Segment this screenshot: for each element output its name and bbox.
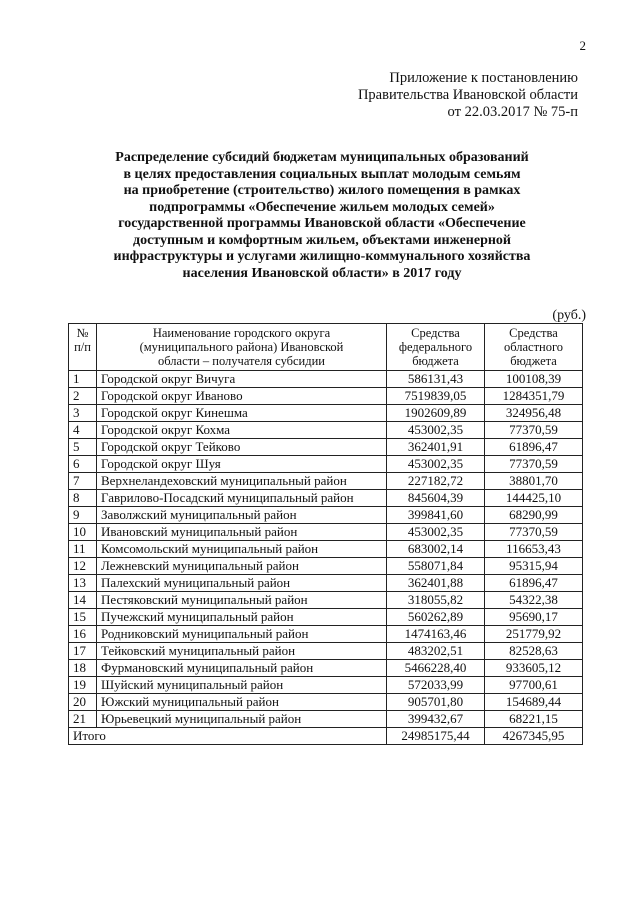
municipality-name: Родниковский муниципальный район bbox=[97, 626, 387, 643]
regional-funds: 61896,47 bbox=[485, 575, 583, 592]
row-number: 19 bbox=[69, 677, 97, 694]
municipality-name: Городской округ Кохма bbox=[97, 422, 387, 439]
document-title bbox=[72, 150, 572, 282]
municipality-name: Комсомольский муниципальный район bbox=[97, 541, 387, 558]
row-number: 9 bbox=[69, 507, 97, 524]
appendix-line: от 22.03.2017 № 75-п bbox=[447, 104, 578, 120]
regional-funds: 144425,10 bbox=[485, 490, 583, 507]
municipality-name: Заволжский муниципальный район bbox=[97, 507, 387, 524]
regional-funds: 97700,61 bbox=[485, 677, 583, 694]
municipality-name: Лежневский муниципальный район bbox=[97, 558, 387, 575]
row-number: 12 bbox=[69, 558, 97, 575]
regional-funds: 77370,59 bbox=[485, 456, 583, 473]
municipality-name: Палехский муниципальный район bbox=[97, 575, 387, 592]
regional-funds: 100108,39 bbox=[485, 371, 583, 388]
table-row bbox=[69, 592, 583, 609]
table-row bbox=[69, 507, 583, 524]
federal-funds: 453002,35 bbox=[387, 422, 485, 439]
regional-funds: 95690,17 bbox=[485, 609, 583, 626]
subsidies-table bbox=[68, 323, 583, 745]
row-number: 14 bbox=[69, 592, 97, 609]
regional-funds: 77370,59 bbox=[485, 422, 583, 439]
table-row bbox=[69, 575, 583, 592]
federal-funds: 362401,88 bbox=[387, 575, 485, 592]
federal-funds: 558071,84 bbox=[387, 558, 485, 575]
table-row bbox=[69, 405, 583, 422]
regional-funds: 324956,48 bbox=[485, 405, 583, 422]
unit-note: (руб.) bbox=[552, 308, 586, 323]
municipality-name: Городской округ Тейково bbox=[97, 439, 387, 456]
federal-funds: 572033,99 bbox=[387, 677, 485, 694]
table-row bbox=[69, 609, 583, 626]
appendix-line: Приложение к постановлению bbox=[389, 70, 578, 86]
regional-funds: 77370,59 bbox=[485, 524, 583, 541]
title-line: государственной программы Ивановской области «Обеспечение bbox=[118, 216, 526, 231]
row-number: 17 bbox=[69, 643, 97, 660]
table-row bbox=[69, 456, 583, 473]
table-row bbox=[69, 660, 583, 677]
table-row bbox=[69, 490, 583, 507]
federal-funds: 227182,72 bbox=[387, 473, 485, 490]
table-row bbox=[69, 439, 583, 456]
municipality-name: Городской округ Иваново bbox=[97, 388, 387, 405]
row-number: 16 bbox=[69, 626, 97, 643]
table-row bbox=[69, 558, 583, 575]
federal-funds: 5466228,40 bbox=[387, 660, 485, 677]
row-number: 7 bbox=[69, 473, 97, 490]
federal-funds: 905701,80 bbox=[387, 694, 485, 711]
appendix-header bbox=[358, 70, 578, 121]
municipality-name: Ивановский муниципальный район bbox=[97, 524, 387, 541]
federal-funds: 453002,35 bbox=[387, 456, 485, 473]
table-row bbox=[69, 524, 583, 541]
municipality-name: Пестяковский муниципальный район bbox=[97, 592, 387, 609]
row-number: 20 bbox=[69, 694, 97, 711]
regional-funds: 1284351,79 bbox=[485, 388, 583, 405]
municipality-name: Пучежский муниципальный район bbox=[97, 609, 387, 626]
title-line: в целях предоставления социальных выплат молодым семьям bbox=[123, 166, 521, 182]
federal-funds: 586131,43 bbox=[387, 371, 485, 388]
row-number: 18 bbox=[69, 660, 97, 677]
federal-funds: 399841,60 bbox=[387, 507, 485, 524]
regional-funds: 54322,38 bbox=[485, 592, 583, 609]
title-line: доступным и комфортным жильем, объектами инженерной bbox=[133, 232, 511, 248]
table-header-row bbox=[69, 324, 583, 371]
total-label: Итого bbox=[69, 728, 387, 745]
regional-funds: 68290,99 bbox=[485, 507, 583, 524]
row-number: 8 bbox=[69, 490, 97, 507]
page-number: 2 bbox=[579, 38, 586, 53]
federal-funds: 483202,51 bbox=[387, 643, 485, 660]
table-row bbox=[69, 422, 583, 439]
title-line: на приобретение (строительство) жилого помещения в рамках bbox=[123, 183, 521, 198]
table-row bbox=[69, 626, 583, 643]
municipality-name: Шуйский муниципальный район bbox=[97, 677, 387, 694]
table-row bbox=[69, 677, 583, 694]
title-line: инфраструктуры и услугами жилищно-коммунального хозяйства bbox=[113, 249, 531, 264]
federal-funds: 1902609,89 bbox=[387, 405, 485, 422]
table-row bbox=[69, 541, 583, 558]
row-number: 11 bbox=[69, 541, 97, 558]
federal-funds: 683002,14 bbox=[387, 541, 485, 558]
federal-funds: 399432,67 bbox=[387, 711, 485, 728]
municipality-name: Южский муниципальный район bbox=[97, 694, 387, 711]
municipality-name: Гаврилово-Посадский муниципальный район bbox=[97, 490, 387, 507]
federal-funds: 1474163,46 bbox=[387, 626, 485, 643]
municipality-name: Верхнеландеховский муниципальный район bbox=[97, 473, 387, 490]
municipality-name: Юрьевецкий муниципальный район bbox=[97, 711, 387, 728]
regional-funds: 933605,12 bbox=[485, 660, 583, 677]
row-number: 2 bbox=[69, 388, 97, 405]
row-number: 3 bbox=[69, 405, 97, 422]
regional-funds: 68221,15 bbox=[485, 711, 583, 728]
municipality-name: Городской округ Вичуга bbox=[97, 371, 387, 388]
regional-funds: 61896,47 bbox=[485, 439, 583, 456]
municipality-name: Городской округ Кинешма bbox=[97, 405, 387, 422]
row-number: 21 bbox=[69, 711, 97, 728]
total-regional: 4267345,95 bbox=[485, 728, 583, 745]
regional-funds: 251779,92 bbox=[485, 626, 583, 643]
table-total-row bbox=[69, 728, 583, 745]
federal-funds: 362401,91 bbox=[387, 439, 485, 456]
row-number: 10 bbox=[69, 524, 97, 541]
header-num: № п/п bbox=[69, 324, 97, 371]
title-line: населения Ивановской области» в 2017 году bbox=[182, 265, 462, 281]
municipality-name: Городской округ Шуя bbox=[97, 456, 387, 473]
row-number: 1 bbox=[69, 371, 97, 388]
total-federal: 24985175,44 bbox=[387, 728, 485, 745]
header-regional: Средства областного бюджета bbox=[485, 324, 583, 371]
municipality-name: Тейковский муниципальный район bbox=[97, 643, 387, 660]
table-row bbox=[69, 388, 583, 405]
appendix-line: Правительства Ивановской области bbox=[357, 87, 578, 103]
header-federal: Средства федерального бюджета bbox=[387, 324, 485, 371]
table-row bbox=[69, 473, 583, 490]
header-name: Наименование городского округа (муниципального района) Ивановской области – получателя субсидии bbox=[97, 324, 387, 371]
regional-funds: 95315,94 bbox=[485, 558, 583, 575]
table-row bbox=[69, 371, 583, 388]
row-number: 13 bbox=[69, 575, 97, 592]
regional-funds: 116653,43 bbox=[485, 541, 583, 558]
municipality-name: Фурмановский муниципальный район bbox=[97, 660, 387, 677]
table-row bbox=[69, 694, 583, 711]
row-number: 15 bbox=[69, 609, 97, 626]
regional-funds: 154689,44 bbox=[485, 694, 583, 711]
regional-funds: 82528,63 bbox=[485, 643, 583, 660]
regional-funds: 38801,70 bbox=[485, 473, 583, 490]
table-row bbox=[69, 711, 583, 728]
row-number: 4 bbox=[69, 422, 97, 439]
federal-funds: 318055,82 bbox=[387, 592, 485, 609]
title-line: подпрограммы «Обеспечение жильем молодых семей» bbox=[149, 199, 495, 215]
row-number: 5 bbox=[69, 439, 97, 456]
title-line: Распределение субсидий бюджетам муниципальных образований bbox=[115, 150, 529, 165]
federal-funds: 560262,89 bbox=[387, 609, 485, 626]
row-number: 6 bbox=[69, 456, 97, 473]
federal-funds: 845604,39 bbox=[387, 490, 485, 507]
table-row bbox=[69, 643, 583, 660]
federal-funds: 453002,35 bbox=[387, 524, 485, 541]
federal-funds: 7519839,05 bbox=[387, 388, 485, 405]
